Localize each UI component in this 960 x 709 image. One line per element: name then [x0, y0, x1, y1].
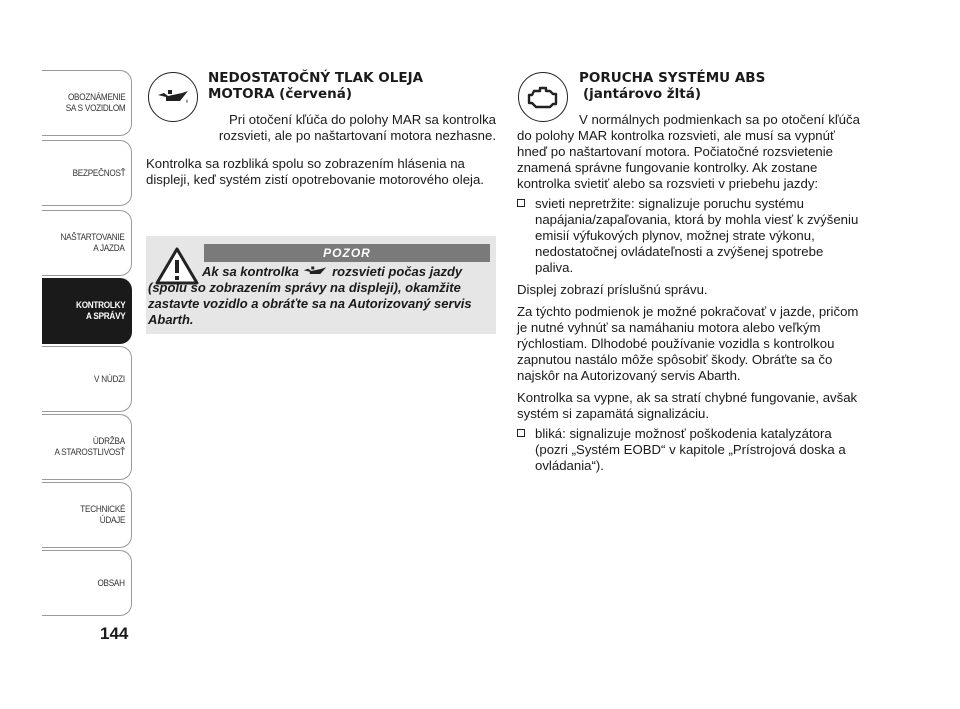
light-color: (červená): [279, 86, 352, 102]
tab-label: ÚDRŽBA A STAROSTLIVOSŤ: [54, 436, 125, 458]
warning-box: [146, 236, 496, 334]
oil-paragraph: Kontrolka sa rozbliká spolu so zobrazením hlásenia na displeji, keď systém zistí opotrebovanie motorového oleja.: [146, 156, 484, 187]
bullet-item: [517, 426, 862, 474]
oil-pressure-title: [208, 70, 498, 102]
bullet-item: [517, 196, 862, 276]
paragraph: Displej zobrazí príslušnú správu.: [517, 282, 708, 297]
title-line: NEDOSTATOČNÝ TLAK OLEJA: [208, 70, 424, 86]
warning-text-rest: rozsvieti počas jazdy (spolu so zobrazením správy na displeji), okamžite zastavte vozidlo a obráťte sa na Autorizovaný servis Abarth.: [148, 264, 472, 327]
abs-title: [579, 70, 879, 102]
title-line: MOTORA: [208, 86, 275, 102]
oil-can-icon: [302, 265, 328, 277]
warning-text: [148, 264, 490, 328]
paragraph: Kontrolka sa vypne, ak sa stratí chybné fungovanie, avšak systém si zapamätá signalizáciu.: [517, 390, 858, 421]
oil-intro: Pri otočení kľúča do polohy MAR sa kontrolka rozsvieti, ale po naštartovaní motora nezhasne.: [218, 112, 496, 143]
tab-v-nudzi[interactable]: [42, 346, 132, 412]
title-line: PORUCHA SYSTÉMU ABS: [579, 70, 766, 86]
tab-label: OBOZNÁMENIE SA S VOZIDLOM: [65, 92, 125, 114]
warning-header: POZOR: [204, 244, 490, 262]
tab-label: NAŠTARTOVANIE A JAZDA: [60, 232, 125, 254]
tab-bezpecnost[interactable]: [42, 140, 132, 206]
tab-obsah[interactable]: [42, 550, 132, 616]
tab-kontrolky[interactable]: [42, 278, 132, 344]
tab-nastartovanie[interactable]: [42, 210, 132, 276]
tab-label: OBSAH: [97, 577, 125, 589]
tab-oboznamenie[interactable]: [42, 70, 132, 136]
tab-label: BEZPEČNOSŤ: [72, 167, 125, 179]
checkbox-bullet-icon: [517, 429, 525, 437]
light-color: (jantárovo žltá): [583, 86, 702, 102]
bullet-text: bliká: signalizuje možnosť poškodenia katalyzátora (pozri „Systém EOBD“ v kapitole „Prístrojová doska a ovládania“).: [535, 426, 846, 473]
tab-udrzba[interactable]: [42, 414, 132, 480]
tab-label: V NÚDZI: [94, 373, 125, 385]
tab-label: TECHNICKÉ ÚDAJE: [80, 504, 125, 526]
checkbox-bullet-icon: [517, 199, 525, 207]
warning-text-start: Ak sa kontrolka: [202, 264, 299, 279]
abs-intro: V normálnych podmienkach sa po otočení kľúča do polohy MAR kontrolka rozsvieti, ale musí sa vypnúť hneď po naštartovaní motora. Počiatočné rozsvietenie znamená správne fungovanie kontrolky. Ak zostane kontrolka svietiť alebo sa rozsvieti v priebehu jazdy:: [517, 112, 860, 191]
tab-label: KONTROLKY A SPRÁVY: [75, 300, 125, 322]
bullet-text: svieti nepretržite: signalizuje poruchu systému napájania/zapaľovania, ktorá by mohla viesť k zvýšeniu emisií výfukových plynov, možnej strate výkonu, nedostatočnej ovládateľnosti a zvýšenej spotrebe paliva.: [535, 196, 859, 275]
page-number: 144: [100, 624, 129, 643]
tab-technicke[interactable]: [42, 482, 132, 548]
paragraph: Za týchto podmienok je možné pokračovať v jazde, pričom je nutné vyhnúť sa namáhaniu motora alebo veľkým rýchlostiam. Dlhodobé používanie vozidla s kontrolkou zapnutou nastálo môže spôsobiť škody. Obráťte sa čo najskôr na Autorizovaný servis Abarth.: [517, 304, 859, 383]
